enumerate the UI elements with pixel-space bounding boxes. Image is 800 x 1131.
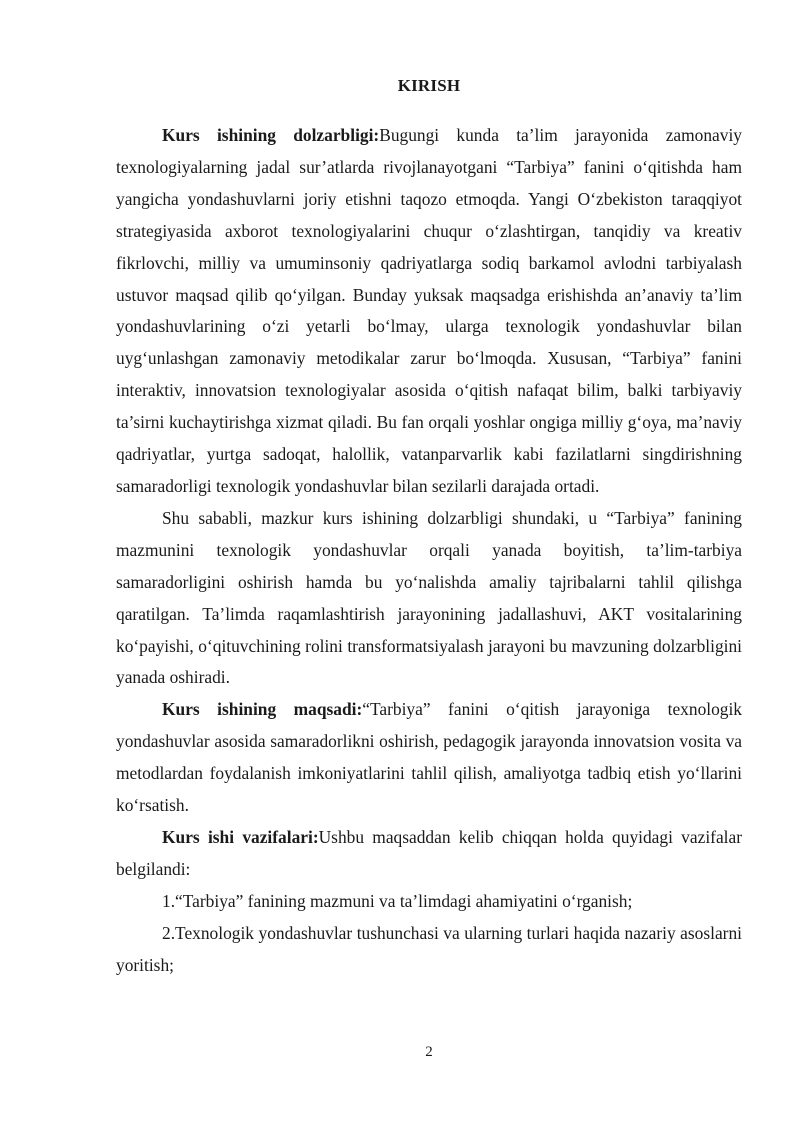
relevance-text: Bugungi kunda ta’lim jarayonida zamonaviy texnologiyalarning jadal sur’atlarda rivojlanayotgani “Tarbiya” fanini o‘qitishda ham yangicha yondashuvlarni joriy etishni taqozo etmoqda. Yangi O‘zbekiston taraqqiyot strategiyasida axborot texnologiyalarini chuqur o‘zlashtirgan, tanqidiy va kreativ fikrlovchi, milliy va umuminsoniy qadriyatlarga sodiq barkamol avlodni tarbiyalash ustuvor maqsad qilib qo‘yilgan. Bunday yuksak maqsadga erishishda an’anaviy ta’lim yondashuvlarining o‘zi yetarli bo‘lmay, ularga texnologik yondashuvlar bilan uyg‘unlashgan zamonaviy metodikalar zarur bo‘lmoqda. Xususan, “Tarbiya” fanini interaktiv, innovatsion texnologiyalar asosida o‘qitish nafaqat bilim, balki tarbiyaviy ta’sirni kuchaytirishga xizmat qiladi. Bu fan orqali yoshlar ongiga milliy g‘oya, ma’naviy qadriyatlar, yurtga sadoqat, halollik, vatanparvarlik kabi fazilatlarni singdirishning samaradorligi texnologik yondashuvlar bilan sezilarli darajada ortadi.	[116, 125, 742, 496]
task-item-2: 2.Texnologik yondashuvlar tushunchasi va ularning turlari haqida nazariy asoslarni yoritish;	[116, 922, 742, 975]
paragraph-relevance	[116, 120, 742, 503]
goal-text: “Tarbiya” fanini o‘qitish jarayoniga texnologik yondashuvlar asosida samaradorlikni oshirish, pedagogik jarayonda innovatsion vosita va metodlardan foydalanish imkoniyatlarini tahlil qilish, amaliyotga tadbiq etish yo‘llarini ko‘rsatish.	[116, 699, 743, 816]
goal-label: Kurs ishining maqsadi:	[162, 699, 363, 720]
paragraph-relevance-continued	[116, 503, 742, 694]
page-number: 2	[425, 1044, 433, 1060]
tasks-text: Ushbu maqsaddan kelib chiqqan holda quyidagi vazifalar belgilandi:	[116, 826, 742, 879]
list-item	[116, 918, 742, 982]
page-title: KIRISH	[397, 76, 461, 95]
document-body	[116, 120, 742, 981]
relevance-label: Kurs ishining dolzarbligi:	[162, 125, 380, 145]
task-item-1: 1.“Tarbiya” fanining mazmuni va ta’limdagi ahamiyatini o‘rganish;	[162, 890, 633, 911]
relevance-continued-text: Shu sababli, mazkur kurs ishining dolzarbligi shundaki, u “Tarbiya” fanining mazmunini texnologik yondashuvlar orqali yanada boyitish, ta’lim-tarbiya samaradorligini oshirish hamda bu yo‘nalishda amaliy tajribalarni tahlil qilishga qaratilgan. Ta’limda raqamlashtirish jarayonining jadallashuvi, AKT vositalarining ko‘payishi, o‘qituvchining rolini transformatsiyalash jarayoni bu mavzuning dolzarbligini yanada oshiradi.	[116, 507, 742, 688]
list-item	[116, 886, 742, 918]
paragraph-tasks	[116, 822, 742, 886]
tasks-label: Kurs ishi vazifalari:	[162, 826, 319, 847]
paragraph-goal	[116, 694, 742, 822]
